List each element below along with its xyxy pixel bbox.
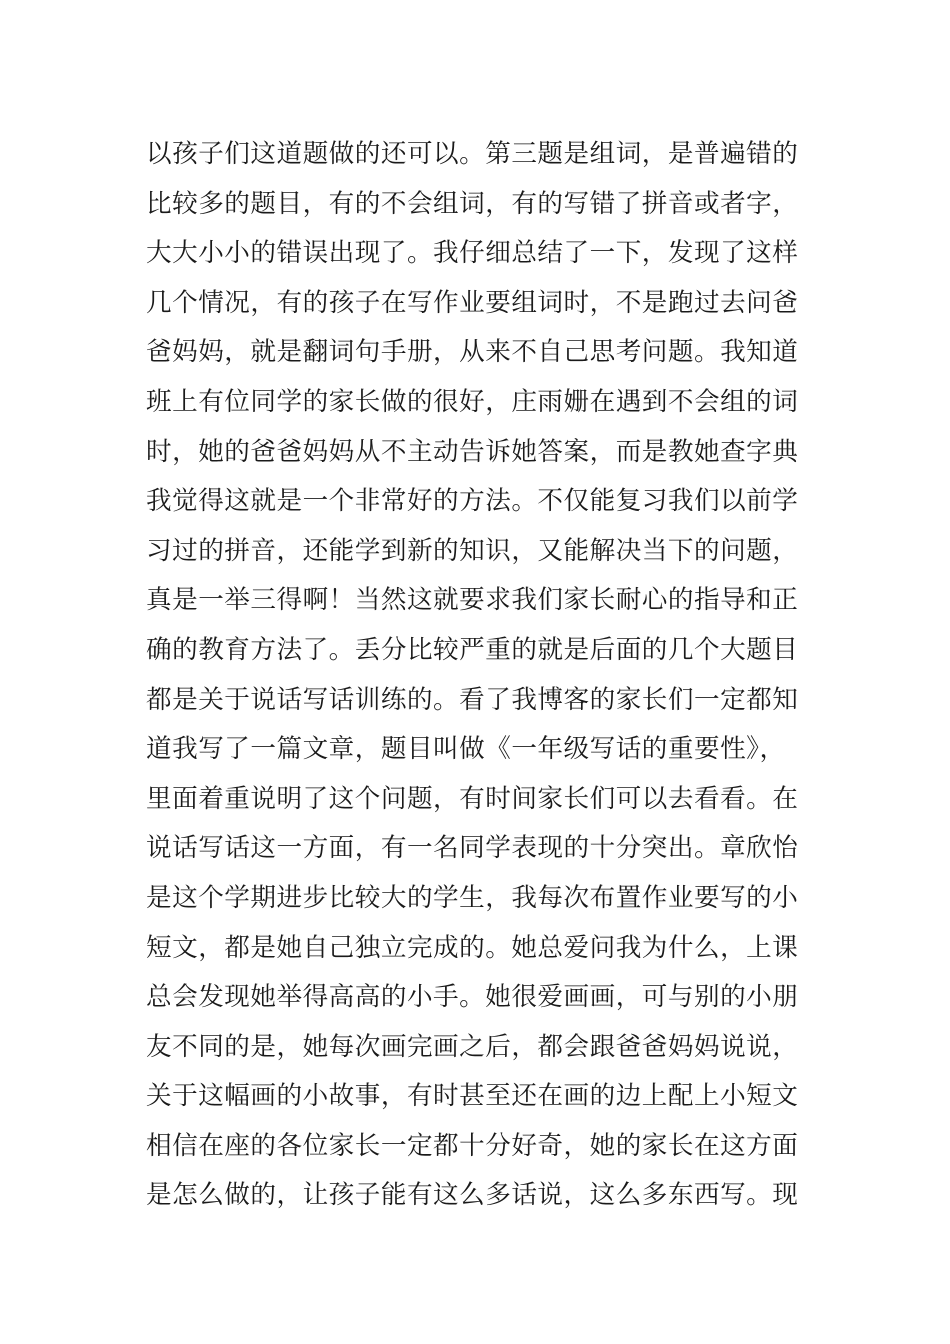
text-line: 时，她的爸爸妈妈从不主动告诉她答案，而是教她查字典 <box>146 436 799 467</box>
text-line: 说话写话这一方面，有一名同学表现的十分突出。章欣怡 <box>146 833 799 864</box>
text-line: 以孩子们这道题做的还可以。第三题是组词，是普遍错的 <box>146 139 799 169</box>
text-line: 大大小小的错误出现了。我仔细总结了一下，发现了这样 <box>146 238 799 269</box>
text-line: 里面着重说明了这个问题，有时间家长们可以去看看。在 <box>146 783 799 814</box>
text-line: 友不同的是，她每次画完画之后，都会跟爸爸妈妈说说， <box>146 1031 799 1062</box>
text-line: 真是一举三得啊！当然这就要求我们家长耐心的指导和正 <box>146 585 799 616</box>
text-line: 我觉得这就是一个非常好的方法。不仅能复习我们以前学 <box>146 486 799 517</box>
text-line: 几个情况，有的孩子在写作业要组词时，不是跑过去问爸 <box>146 287 799 318</box>
text-line: 是这个学期进步比较大的学生，我每次布置作业要写的小 <box>146 882 799 913</box>
text-line: 比较多的题目，有的不会组词，有的写错了拼音或者字， <box>146 188 799 219</box>
text-line: 是怎么做的，让孩子能有这么多话说，这么多东西写。现 <box>146 1180 799 1211</box>
text-line: 总会发现她举得高高的小手。她很爱画画，可与别的小朋 <box>146 982 799 1013</box>
text-line: 相信在座的各位家长一定都十分好奇，她的家长在这方面 <box>146 1130 799 1161</box>
text-line: 习过的拼音，还能学到新的知识，又能解决当下的问题， <box>146 535 799 566</box>
text-line: 道我写了一篇文章，题目叫做《一年级写话的重要性》， <box>146 734 786 765</box>
text-line: 短文，都是她自己独立完成的。她总爱问我为什么，上课 <box>146 932 799 963</box>
text-line: 班上有位同学的家长做的很好，庄雨姗在遇到不会组的词 <box>146 386 799 417</box>
body-text <box>146 130 816 1221</box>
text-line: 确的教育方法了。丢分比较严重的就是后面的几个大题目 <box>146 634 799 665</box>
text-line: 爸妈妈，就是翻词句手册，从来不自己思考问题。我知道 <box>146 337 799 368</box>
text-line: 都是关于说话写话训练的。看了我博客的家长们一定都知 <box>146 684 799 715</box>
text-line: 关于这幅画的小故事，有时甚至还在画的边上配上小短文 <box>146 1081 799 1112</box>
